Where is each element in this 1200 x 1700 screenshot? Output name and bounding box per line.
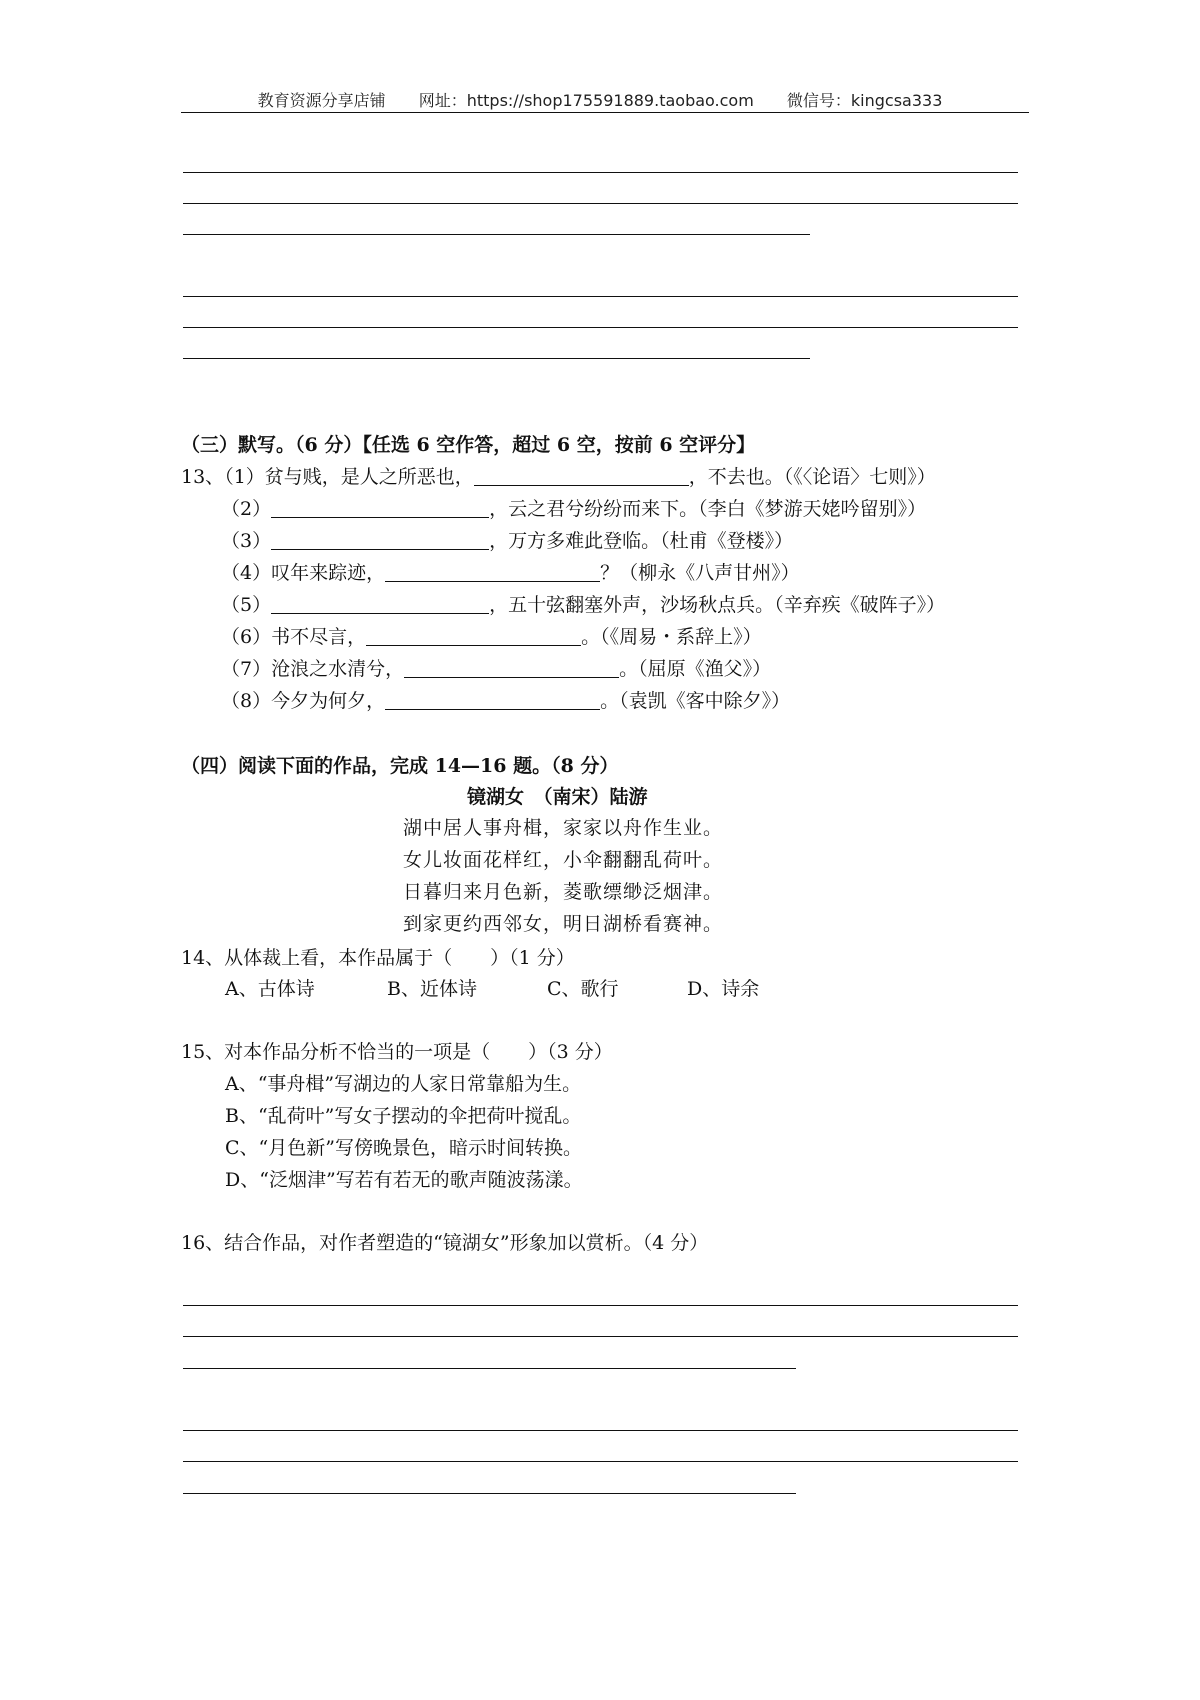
- wechat-id: 微信号：kingcsa333: [786, 91, 943, 110]
- answer-line[interactable]: [183, 1336, 1018, 1337]
- answer-line[interactable]: [183, 1305, 1018, 1306]
- q14-stem: 14、从体裁上看，本作品属于（ ）（1 分）: [181, 947, 575, 969]
- poem-line: 到家更约西邻女，明日湖桥看赛神。: [403, 913, 724, 935]
- choice-c[interactable]: C、歌行: [547, 978, 619, 1000]
- website: 网址：https://shop175591889.taobao.com: [418, 91, 754, 110]
- answer-line[interactable]: [183, 1430, 1018, 1431]
- fill-blank[interactable]: [366, 625, 581, 646]
- q14-choices: [225, 974, 759, 1001]
- q15-option-a[interactable]: A、“事舟楫”写湖边的人家日常靠船为生。: [225, 1073, 582, 1095]
- answer-line[interactable]: [183, 296, 1018, 297]
- fill-blank[interactable]: [385, 689, 600, 710]
- poem-title: 镜湖女 （南宋）陆游: [467, 786, 648, 808]
- q13-item-5: （5） ，五十弦翻塞外声，沙场秋点兵。（辛弃疾《破阵子》）: [221, 594, 946, 616]
- section4-heading: （四）阅读下面的作品，完成 14—16 题。（8 分）: [181, 755, 619, 777]
- choice-a[interactable]: A、古体诗: [225, 978, 315, 1000]
- poem-line: 湖中居人事舟楫，家家以舟作生业。: [403, 817, 724, 839]
- q13-item-6: （6）书不尽言， 。（《周易・系辞上》）: [221, 626, 762, 648]
- header-rule: [181, 112, 1029, 113]
- q13-item-8: （8）今夕为何夕， 。（袁凯《客中除夕》）: [221, 690, 791, 712]
- shop-name: 教育资源分享店铺: [257, 91, 386, 110]
- answer-line[interactable]: [183, 172, 1018, 173]
- fill-blank[interactable]: [271, 593, 489, 614]
- q13-item-4: （4）叹年来踪迹， ？（柳永《八声甘州》）: [221, 562, 800, 584]
- fill-blank[interactable]: [271, 529, 489, 550]
- q15-option-d[interactable]: D、“泛烟津”写若有若无的歌声随波荡漾。: [225, 1169, 583, 1191]
- poem-line: 日暮归来月色新，菱歌缥缈泛烟津。: [403, 881, 724, 903]
- q16-stem: 16、结合作品，对作者塑造的“镜湖女”形象加以赏析。（4 分）: [181, 1232, 709, 1254]
- choice-b[interactable]: B、近体诗: [387, 978, 477, 1000]
- q15-option-b[interactable]: B、“乱荷叶”写女子摆动的伞把荷叶搅乱。: [225, 1105, 582, 1127]
- q13-item-3: （3） ，万方多难此登临。（杜甫《登楼》）: [221, 530, 794, 552]
- answer-line[interactable]: [183, 234, 810, 235]
- choice-d[interactable]: D、诗余: [687, 978, 760, 1000]
- q15-option-c[interactable]: C、“月色新”写傍晚景色，暗示时间转换。: [225, 1137, 582, 1159]
- fill-blank[interactable]: [404, 657, 619, 678]
- q13-item-7: （7）沧浪之水清兮， 。（屈原《渔父》）: [221, 658, 772, 680]
- fill-blank[interactable]: [385, 561, 600, 582]
- q13-item-2: （2） ，云之君兮纷纷而来下。（李白《梦游天姥吟留别》）: [221, 498, 927, 520]
- fill-blank[interactable]: [271, 497, 489, 518]
- answer-line[interactable]: [183, 1368, 796, 1369]
- answer-line[interactable]: [183, 327, 1018, 328]
- answer-line[interactable]: [183, 203, 1018, 204]
- fill-blank[interactable]: [474, 465, 689, 486]
- q13-item-1: 13、（1）贫与贱，是人之所恶也， ，不去也。（《〈论语〉七则》）: [181, 466, 936, 488]
- section3-heading: （三）默写。（6 分）【任选 6 空作答，超过 6 空，按前 6 空评分】: [181, 434, 756, 456]
- poem-line: 女儿妆面花样红，小伞翻翻乱荷叶。: [403, 849, 724, 871]
- answer-line[interactable]: [183, 358, 810, 359]
- answer-line[interactable]: [183, 1493, 796, 1494]
- page-header: [0, 88, 1200, 111]
- q15-stem: 15、对本作品分析不恰当的一项是（ ）（3 分）: [181, 1041, 613, 1063]
- answer-line[interactable]: [183, 1461, 1018, 1462]
